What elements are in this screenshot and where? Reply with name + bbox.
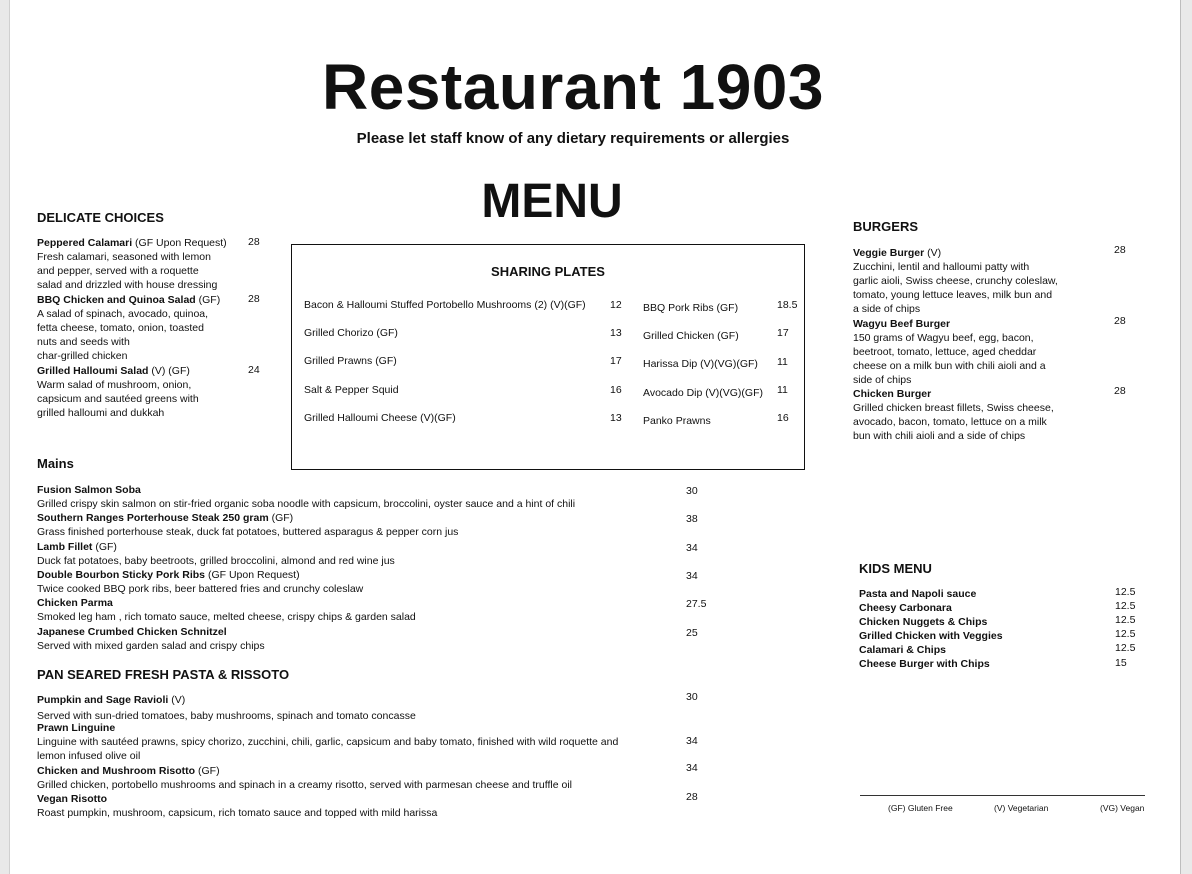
item-name: Chicken Parma bbox=[37, 597, 113, 609]
kids-item-price: 12.5 bbox=[1115, 642, 1136, 654]
delicate-choices-heading: DELICATE CHOICES bbox=[37, 210, 164, 225]
kids-menu-heading: KIDS MENU bbox=[859, 561, 932, 576]
mains-item bbox=[37, 511, 737, 539]
item-name: Double Bourbon Sticky Pork Ribs bbox=[37, 569, 206, 581]
sharing-item-price: 16 bbox=[610, 384, 622, 396]
item-price: 34 bbox=[686, 762, 698, 774]
item-name: Lamb Fillet bbox=[37, 541, 93, 553]
item-description: Roast pumpkin, mushroom, capsicum, rich tomato sauce and topped with mild harissa bbox=[37, 807, 438, 819]
sharing-item-name: Grilled Chicken (GF) bbox=[643, 330, 739, 342]
item-price: 28 bbox=[1114, 385, 1126, 397]
item-tag: (GF) bbox=[92, 541, 117, 553]
menu-page bbox=[10, 0, 1180, 874]
legend-vegan: (VG) Vegan bbox=[1100, 803, 1145, 813]
kids-item-price: 15 bbox=[1115, 657, 1127, 669]
mains-item bbox=[37, 568, 737, 596]
sharing-item-name: Grilled Halloumi Cheese (V)(GF) bbox=[304, 412, 456, 424]
kids-item-price: 12.5 bbox=[1115, 628, 1136, 640]
sharing-item-name: Bacon & Halloumi Stuffed Portobello Mushrooms (2) (V)(GF) bbox=[304, 299, 586, 311]
sharing-item-name: Harissa Dip (V)(VG)(GF) bbox=[643, 358, 758, 370]
sharing-item-name: Avocado Dip (V)(VG)(GF) bbox=[643, 387, 763, 399]
item-description: Smoked leg ham , rich tomato sauce, melted cheese, crispy chips & garden salad bbox=[37, 611, 416, 623]
mains-heading: Mains bbox=[37, 456, 74, 471]
item-price: 30 bbox=[686, 485, 698, 497]
item-name: Chicken and Mushroom Risotto bbox=[37, 765, 196, 777]
dietary-notice: Please let staff know of any dietary requirements or allergies bbox=[356, 130, 790, 147]
sharing-item-price: 11 bbox=[777, 384, 788, 396]
item-name: Southern Ranges Porterhouse Steak 250 gram bbox=[37, 512, 269, 524]
item-name: BBQ Chicken and Quinoa Salad bbox=[37, 294, 196, 306]
burger-item bbox=[853, 317, 1133, 387]
item-name: Grilled Halloumi Salad bbox=[37, 365, 149, 377]
burgers-heading: BURGERS bbox=[853, 219, 919, 234]
item-tag: (GF) bbox=[195, 294, 221, 306]
kids-item-name: Chicken Nuggets & Chips bbox=[859, 616, 988, 628]
item-description: Zucchini, lentil and halloumi patty with garlic aioli, Swiss cheese, crunchy coleslaw, tomato, young lettuce leaves, milk bun and a side of chips bbox=[853, 261, 1058, 315]
burger-item bbox=[853, 246, 1133, 316]
kids-item-name: Calamari & Chips bbox=[859, 644, 946, 656]
sharing-item-price: 13 bbox=[610, 327, 622, 339]
item-description: Grilled chicken breast fillets, Swiss cheese, avocado, bacon, tomato, lettuce on a milk bun with chili aioli and a side of chips bbox=[853, 402, 1054, 442]
item-price: 30 bbox=[686, 691, 698, 703]
sharing-item-name: Panko Prawns bbox=[643, 415, 711, 427]
kids-item-price: 12.5 bbox=[1115, 600, 1136, 612]
delicate-item bbox=[37, 364, 287, 420]
sharing-item-price: 16 bbox=[777, 412, 789, 424]
item-name: Vegan Risotto bbox=[37, 793, 108, 805]
sharing-item-name: Salt & Pepper Squid bbox=[304, 384, 399, 396]
mains-item bbox=[37, 596, 737, 624]
sharing-item-price: 11 bbox=[777, 356, 788, 368]
sharing-item-name: Grilled Prawns (GF) bbox=[304, 355, 397, 367]
item-tag: (V) bbox=[924, 247, 942, 259]
delicate-item bbox=[37, 236, 287, 292]
pasta-item bbox=[37, 764, 737, 792]
kids-item-name: Grilled Chicken with Veggies bbox=[859, 630, 1003, 642]
item-description: Linguine with sautéed prawns, spicy chorizo, zucchini, chili, garlic, capsicum and baby tomato, finished with wild roquette and lemon infused olive oil bbox=[37, 736, 619, 762]
item-name: Fusion Salmon Soba bbox=[37, 484, 141, 496]
pasta-item bbox=[37, 721, 737, 763]
item-price: 28 bbox=[686, 791, 698, 803]
sharing-item-price: 17 bbox=[610, 355, 622, 367]
mains-item bbox=[37, 625, 737, 653]
pasta-item bbox=[37, 792, 737, 820]
item-price: 24 bbox=[248, 364, 260, 376]
item-description: Grass finished porterhouse steak, duck fat potatoes, buttered asparagus & pepper corn jus bbox=[37, 526, 459, 538]
item-description: Fresh calamari, seasoned with lemon and pepper, served with a roquette salad and drizzled with house dressing bbox=[37, 251, 218, 291]
restaurant-title: Restaurant 1903 bbox=[322, 51, 824, 123]
item-tag: (GF) bbox=[195, 765, 220, 777]
burger-item bbox=[853, 387, 1133, 443]
item-description: Grilled crispy skin salmon on stir-fried organic soba noodle with capsicum, broccolini, oyster sauce and a hint of chili bbox=[37, 498, 576, 510]
item-tag: (GF Upon Request) bbox=[132, 237, 227, 249]
item-price: 34 bbox=[686, 542, 698, 554]
item-tag: (V) bbox=[168, 694, 186, 706]
sharing-item-price: 12 bbox=[610, 299, 622, 311]
sharing-item-name: Grilled Chorizo (GF) bbox=[304, 327, 398, 339]
item-price: 28 bbox=[248, 236, 260, 248]
sharing-item-price: 17 bbox=[777, 327, 789, 339]
legend-gluten-free: (GF) Gluten Free bbox=[888, 803, 953, 813]
item-tag: (GF) bbox=[268, 512, 294, 524]
sharing-plates-heading: SHARING PLATES bbox=[491, 264, 605, 279]
item-description: Grilled chicken, portobello mushrooms and spinach in a creamy risotto, served with parmesan cheese and truffle oil bbox=[37, 779, 572, 791]
item-description: 150 grams of Wagyu beef, egg, bacon, beetroot, tomato, lettuce, aged cheddar cheese on a milk bun with chili aioli and a side of chips bbox=[853, 332, 1046, 386]
sharing-item-price: 18.5 bbox=[777, 299, 798, 311]
menu-heading: MENU bbox=[481, 175, 623, 228]
mains-item bbox=[37, 540, 737, 568]
item-description: Twice cooked BBQ pork ribs, beer battered fries and crunchy coleslaw bbox=[37, 583, 364, 595]
item-name: Japanese Crumbed Chicken Schnitzel bbox=[37, 626, 227, 638]
delicate-item bbox=[37, 293, 287, 363]
legend-divider bbox=[860, 795, 1145, 796]
legend-vegetarian: (V) Vegetarian bbox=[994, 803, 1049, 813]
kids-item-name: Cheese Burger with Chips bbox=[859, 658, 990, 670]
item-price: 25 bbox=[686, 627, 698, 639]
item-price: 38 bbox=[686, 513, 698, 525]
sharing-item-price: 13 bbox=[610, 412, 622, 424]
sharing-item-name: BBQ Pork Ribs (GF) bbox=[643, 302, 739, 314]
item-description: Served with mixed garden salad and crispy chips bbox=[37, 640, 265, 652]
kids-item-name: Pasta and Napoli sauce bbox=[859, 588, 977, 600]
item-description: Served with sun-dried tomatoes, baby mushrooms, spinach and tomato concasse bbox=[37, 710, 416, 722]
item-tag: (V) (GF) bbox=[148, 365, 190, 377]
item-price: 28 bbox=[1114, 244, 1126, 256]
item-description: A salad of spinach, avocado, quinoa, fetta cheese, tomato, onion, toasted nuts and seeds with char-grilled chicken bbox=[37, 308, 209, 362]
item-price: 34 bbox=[686, 735, 698, 747]
item-price: 34 bbox=[686, 570, 698, 582]
item-tag: (GF Upon Request) bbox=[205, 569, 300, 581]
item-description: Warm salad of mushroom, onion, capsicum and sautéed greens with grilled halloumi and dukkah bbox=[37, 379, 199, 419]
item-name: Chicken Burger bbox=[853, 388, 932, 400]
pasta-item bbox=[37, 693, 737, 723]
item-name: Veggie Burger bbox=[853, 247, 925, 259]
kids-item-name: Cheesy Carbonara bbox=[859, 602, 952, 614]
item-price: 28 bbox=[248, 293, 260, 305]
item-price: 27.5 bbox=[686, 598, 707, 610]
kids-item-price: 12.5 bbox=[1115, 586, 1136, 598]
item-name: Pumpkin and Sage Ravioli bbox=[37, 694, 169, 706]
item-price: 28 bbox=[1114, 315, 1126, 327]
item-name: Prawn Linguine bbox=[37, 722, 116, 734]
item-name: Wagyu Beef Burger bbox=[853, 318, 951, 330]
mains-item bbox=[37, 483, 737, 511]
sharing-plates-box bbox=[291, 244, 805, 470]
item-description: Duck fat potatoes, baby beetroots, grilled broccolini, almond and red wine jus bbox=[37, 555, 395, 567]
pasta-risotto-heading: PAN SEARED FRESH PASTA & RISSOTO bbox=[37, 667, 290, 682]
kids-item-price: 12.5 bbox=[1115, 614, 1136, 626]
item-name: Peppered Calamari bbox=[37, 237, 133, 249]
